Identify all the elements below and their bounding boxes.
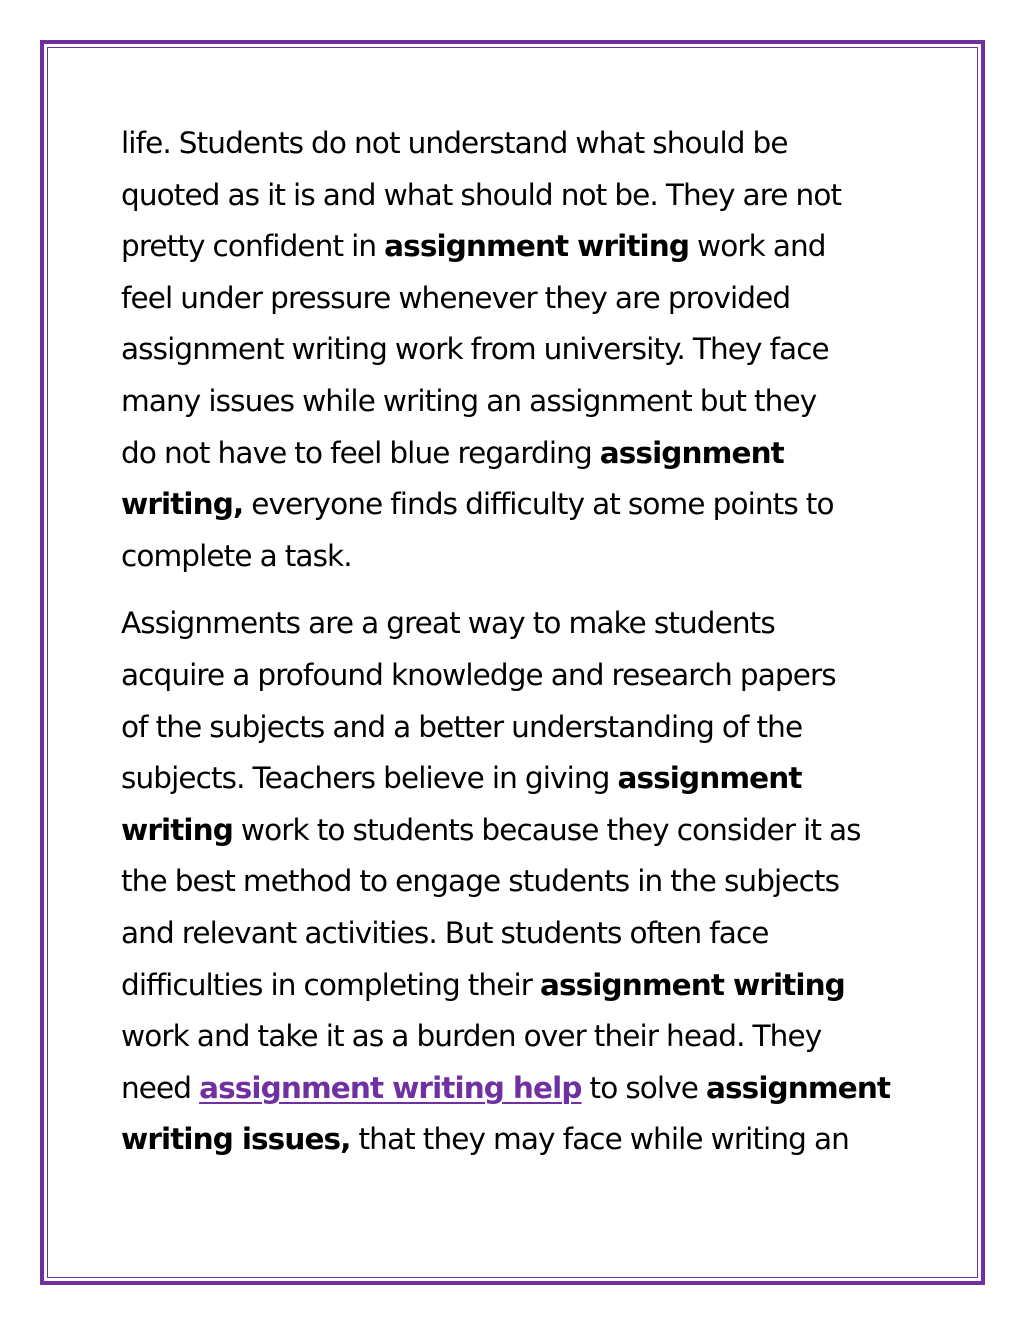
assignment-writing-help-link[interactable]: assignment writing help [199, 1070, 582, 1105]
text-line [121, 598, 921, 650]
text-run: and relevant activities. But students often face [121, 915, 769, 950]
text-run: life. Students do not understand what should be [121, 126, 788, 160]
text-line [121, 702, 921, 754]
text-run: need [121, 1070, 200, 1105]
text-line [121, 273, 921, 325]
text-run: difficulties in completing their [121, 967, 540, 1002]
text-line [121, 531, 921, 583]
text-run: the best method to engage students in the subjects [121, 864, 840, 899]
text-run: subjects. Teachers believe in giving [121, 761, 618, 796]
text-line [121, 170, 921, 222]
text-line [121, 1063, 921, 1115]
text-run: complete a task. [121, 538, 352, 573]
bold-keyword: assignment [599, 435, 784, 470]
text-line [121, 908, 921, 960]
text-line [121, 428, 921, 480]
text-run: that they may face while writing an [350, 1122, 849, 1157]
text-line [121, 856, 921, 908]
text-run: work and [689, 229, 826, 264]
paragraph-1 [121, 118, 921, 582]
bold-keyword: assignment writing [539, 967, 845, 1002]
text-run: pretty confident in [121, 229, 385, 264]
text-line [121, 221, 921, 273]
text-line [121, 650, 921, 702]
text-line [121, 805, 921, 857]
text-run: everyone finds difficulty at some points to [243, 487, 834, 522]
text-run: work and take it as a burden over their head. They [121, 1019, 822, 1054]
text-run: many issues while writing an assignment but they [121, 383, 817, 418]
text-run: of the subjects and a better understanding of the [121, 709, 803, 744]
text-line [121, 479, 921, 531]
bold-keyword: writing issues, [121, 1122, 351, 1157]
text-run: assignment writing work from university. They face [121, 332, 829, 367]
text-run: to solve [581, 1070, 707, 1105]
text-line [121, 753, 921, 805]
paragraph-2 [121, 598, 921, 1166]
text-run: quoted as it is and what should not be. They are not [121, 177, 842, 212]
text-line [121, 1011, 921, 1063]
bold-keyword: assignment [617, 761, 802, 796]
text-line [121, 324, 921, 376]
text-line [121, 1114, 921, 1166]
text-run: Assignments are a great way to make students [121, 606, 775, 641]
text-line [121, 960, 921, 1012]
text-run: do not have to feel blue regarding [121, 435, 600, 470]
bold-keyword: writing [121, 812, 233, 847]
text-run: acquire a profound knowledge and research papers [121, 657, 836, 692]
document-body [121, 118, 921, 1166]
text-line [121, 118, 921, 170]
text-line [121, 376, 921, 428]
text-run: work to students because they consider it as [232, 812, 861, 847]
bold-keyword: assignment writing [384, 229, 690, 264]
bold-keyword: assignment [706, 1070, 891, 1105]
text-run: feel under pressure whenever they are provided [121, 280, 791, 315]
bold-keyword: writing, [121, 487, 244, 522]
